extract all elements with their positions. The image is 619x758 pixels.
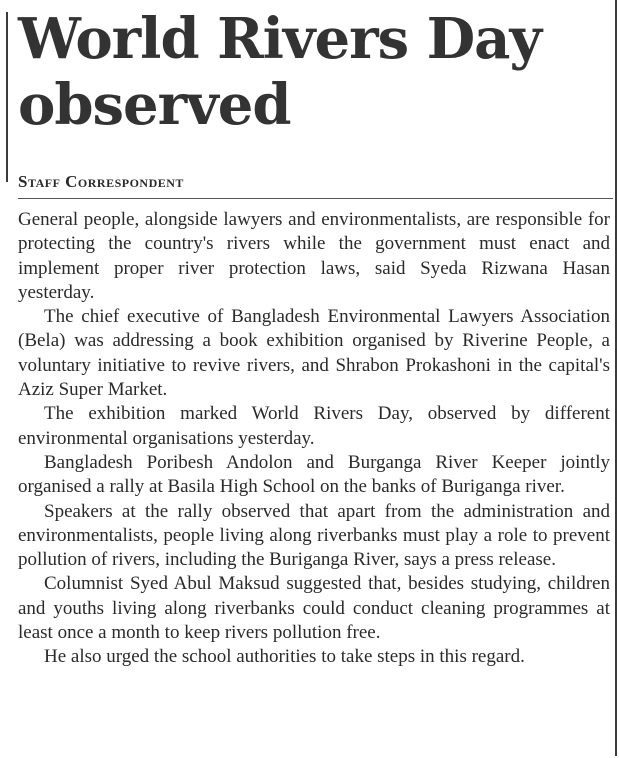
paragraph-2: The chief executive of Bangladesh Environmental Lawyers Association (Bela) was addressing a book exhibition organised by Riverine People, a voluntary initiative to revive rivers, and Shrabon Prokashoni in the capital's Aziz Super Market. (18, 306, 610, 401)
byline-separator (18, 198, 613, 199)
article-body (18, 208, 610, 670)
headline: World Rivers Day observed (18, 6, 541, 138)
right-column-rule (615, 0, 617, 756)
paragraph-4: Bangladesh Poribesh Andolon and Burganga River Keeper jointly organised a rally at Basila High School on the banks of Buriganga river. (18, 451, 610, 498)
paragraph-5: Speakers at the rally observed that apart from the administration and environmentalists, people living along riverbanks must play a role to prevent pollution of rivers, including the Buriganga River, says a press release. (18, 500, 610, 571)
paragraph-3: The exhibition marked World Rivers Day, observed by different environmental organisations yesterday. (18, 403, 610, 449)
left-column-rule (6, 12, 8, 182)
byline: Staff Correspondent (18, 172, 184, 191)
paragraph-1: General people, alongside lawyers and environmentalists, are responsible for protecting the country's rivers while the government must enact and implement proper river protection laws, said Syeda Rizwana Hasan yesterday. (18, 209, 610, 303)
paragraph-7: He also urged the school authorities to take steps in this regard. (44, 646, 525, 668)
paragraph-6: Columnist Syed Abul Maksud suggested that, besides studying, children and youths living along riverbanks could conduct cleaning programmes at least once a month to keep rivers pollution free. (18, 573, 610, 644)
